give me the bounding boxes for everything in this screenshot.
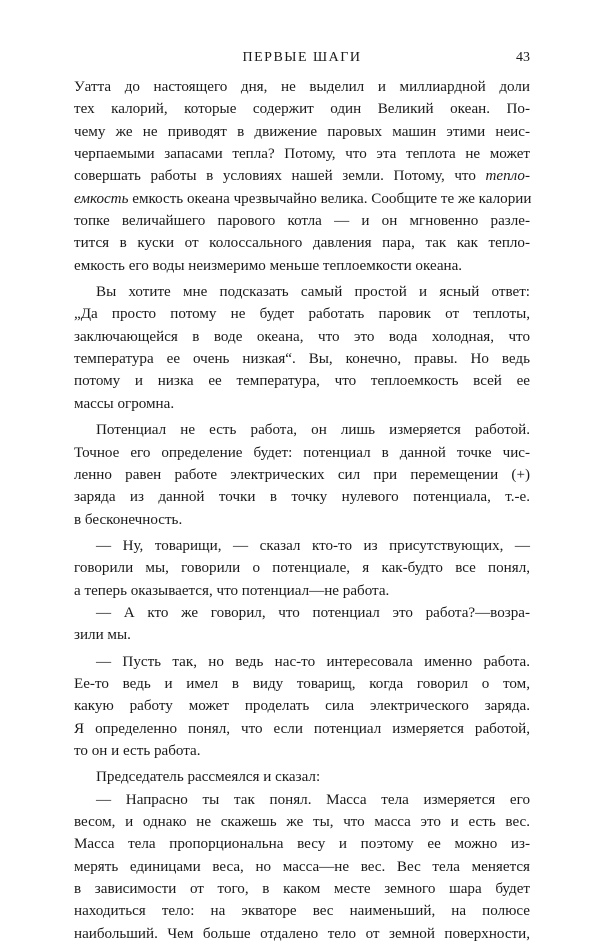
- paragraph-4: [74, 535, 530, 602]
- italic-term: тепло-: [485, 168, 530, 185]
- text-line: [74, 188, 530, 210]
- text-line: наибольший. Чем больше отдалено тело от земной поверхности,: [74, 925, 530, 942]
- text-fragment: совершать работы в условиях нашей земли. Потому, что: [74, 168, 476, 185]
- text-line: Ее-то ведь и имел в виду товарищ, когда говорил о том,: [74, 675, 530, 692]
- text-line: то он и есть работа.: [74, 742, 201, 759]
- text-line: говорили мы, говорили о потенциале, я как-будто все понял,: [74, 560, 530, 577]
- text-line: находиться тело: на экваторе вес наименьший, на полюсе: [74, 903, 530, 920]
- page-header: [74, 50, 530, 70]
- text-line: Потенциал не есть работа, он лишь измеряется работой.: [96, 422, 530, 439]
- text-line: массы огромна.: [74, 395, 175, 412]
- text-line: „Да просто потому не будет работать паровик от теплоты,: [74, 306, 530, 323]
- text-line: — Напрасно ты так понял. Масса тела измеряется его: [96, 791, 530, 808]
- text-line: чему же не приводят в движение паровых машин этими неис-: [74, 123, 530, 140]
- text-line: Я определенно понял, что если потенциал измеряется работой,: [74, 720, 530, 737]
- text-fragment: емкость океана чрезвычайно велика. Сообщите те же калории: [132, 190, 532, 207]
- text-line: емкость его воды неизмеримо меньше теплоемкости океана.: [74, 257, 463, 274]
- text-line: тится в куски от колоссального давления пара, так как тепло-: [74, 235, 530, 252]
- text-line: а теперь оказывается, что потенциал—не работа.: [74, 582, 390, 599]
- paragraph-1: [74, 76, 530, 277]
- text-line: мерять единицами веса, но масса—не вес. Вес тела меняется: [74, 858, 530, 875]
- paragraph-6: [74, 651, 530, 763]
- running-title: ПЕРВЫЕ ШАГИ: [242, 50, 362, 65]
- page-body: [74, 76, 530, 945]
- text-line: тех калорий, которые содержит один Великий океан. По-: [74, 101, 530, 118]
- text-line: [74, 165, 530, 187]
- text-line: какую работу может проделать сила электрического заряда.: [74, 698, 530, 715]
- text-line: заключающейся в воде океана, что это вода холодная, что: [74, 328, 530, 345]
- paragraph-2: [74, 281, 530, 415]
- text-line: Вы хотите мне подсказать самый простой и ясный ответ:: [96, 284, 530, 301]
- text-line: в зависимости от того, в каком месте земного шара будет: [74, 881, 530, 898]
- text-line: температура ее очень низкая“. Вы, конечно, правы. Но ведь: [74, 351, 530, 368]
- text-line: — А кто же говорил, что потенциал это работа?—возра-: [96, 604, 530, 621]
- text-line: Масса тела пропорциональна весу и поэтому ее можно из-: [74, 836, 530, 853]
- text-line: Уатта до настоящего дня, не выделил и миллиардной доли: [74, 79, 530, 95]
- text-line: — Пусть так, но ведь нас-то интересовала именно работа.: [96, 653, 530, 670]
- italic-term: емкость: [74, 190, 129, 207]
- text-line: топке величайшего парового котла — и он мгновенно разле-: [74, 213, 530, 230]
- text-line: черпаемыми запасами тепла? Потому, что эта теплота не может: [74, 146, 530, 163]
- text-line: Точное его определение будет: потенциал в данной точке чис-: [74, 444, 530, 461]
- text-line: ленно равен работе электрических сил при перемещении (+): [74, 466, 530, 483]
- paragraph-7: [74, 766, 530, 788]
- text-line: потому и низка ее температура, что теплоемкость всей ее: [74, 373, 530, 390]
- text-line: — Ну, товарищи, — сказал кто-то из присутствующих, —: [96, 537, 530, 554]
- text-line: зили мы.: [74, 627, 131, 644]
- paragraph-5: [74, 602, 530, 647]
- text-line: заряда из данной точки в точку нулевого потенциала, т.-е.: [74, 489, 530, 506]
- text-line: в бесконечность.: [74, 511, 183, 528]
- paragraph-3: [74, 419, 530, 531]
- paragraph-8: [74, 789, 530, 945]
- page-number: 43: [516, 50, 530, 65]
- text-line: Председатель рассмеялся и сказал:: [96, 769, 321, 786]
- text-line: весом, и однако не скажешь же ты, что масса это и есть вес.: [74, 814, 530, 830]
